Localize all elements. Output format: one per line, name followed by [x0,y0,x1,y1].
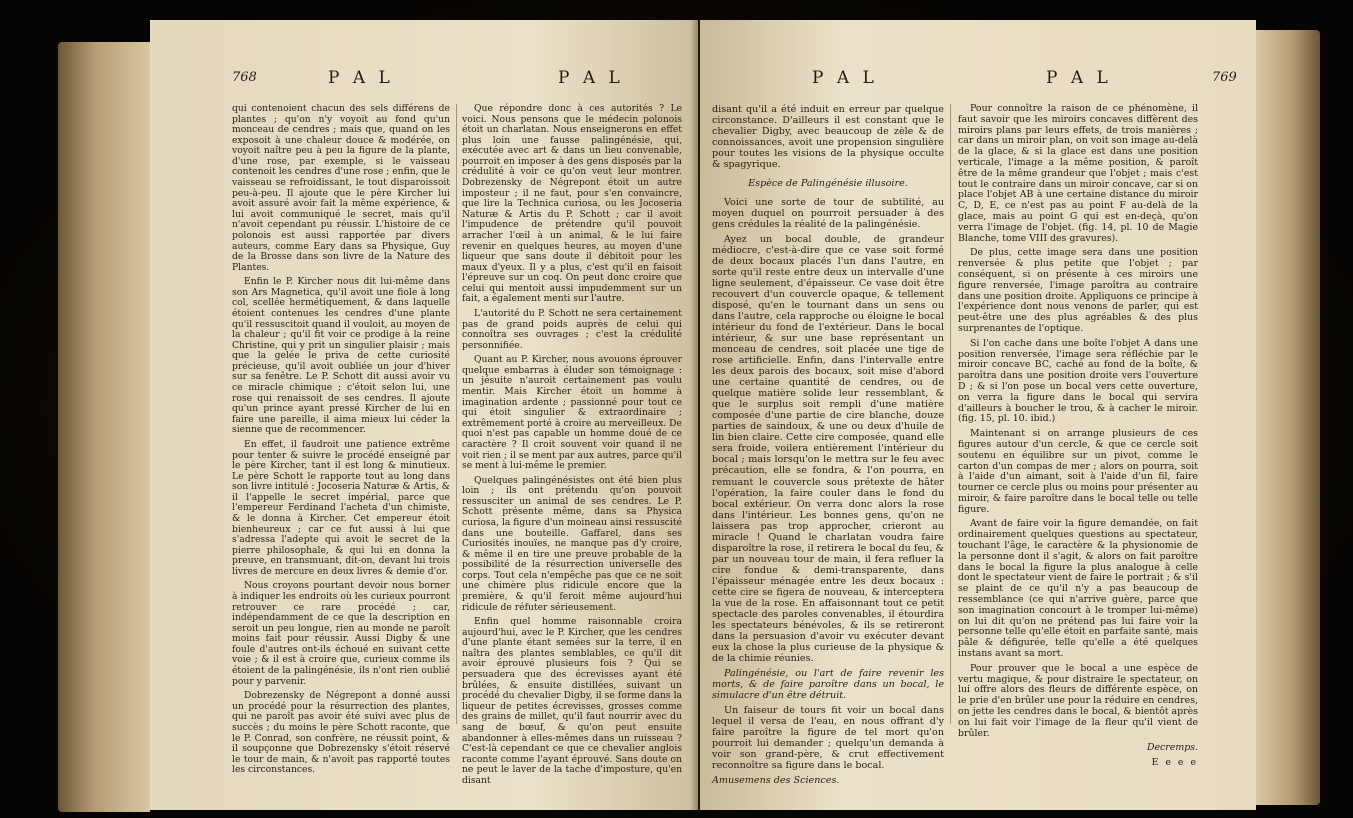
signature-mark: E e e e [1151,757,1198,769]
paragraph: Quant au P. Kircher, nous avouons éprouver quelque embarras à éluder son témoignage : un jésuite n'auroit certainement pas voulu mentir. Mais Kircher étoit un homme à imagination ardente ; passionné pour tout ce qui étoit singulier & extraordinaire ; extrêmement porté à croire au merveilleux. De quoi n'est pas capable un homme doué de ce caractère ? Il croit souvent voir quand il ne voit rien ; il se ment par aux autres, parce qu'il se ment à lui-même le premier. [462,354,682,472]
left-column-2 [462,104,682,790]
paragraph: Avant de faire voir la figure demandée, on fait ordinairement quelques questions au spectateur, touchant l'âge, le caractère & la physionomie de la personne dont il s'agit, & alors on fait paroître dans le bocal la figure la plus analogue à celle dont le spectateur vient de faire le portrait ; & s'il se plaint de ce qu'il n'y a pas beaucoup de ressemblance (ce qui n'arrive guère, parce que son imagination concourt à le tromper lui-même) on lui dit qu'on ne prétend pas lui faire voir la personne telle qu'elle étoit en parfaite santé, mais pâle & défigurée, telle qu'elle a été quelques instans avant sa mort. [958,518,1198,660]
paragraph: Quelques palingénésistes ont été bien plus loin ; ils ont prétendu qu'on pouvoit ressusciter un animal de ses cendres. Le P. Schott présente même, dans sa Physica curiosa, la figure d'un moineau ainsi ressuscité dans une bouteille. Gaffarel, dans ses Curiosités inouïes, ne manque pas d'y croire, & même il en tire une preuve probable de la possibilité de la résurrection universelle des corps. Tout cela n'empêche pas que ce ne soit une chimère plus ridicule encore que la première, & qu'il feroit même aujourd'hui ridicule de réfuter sérieusement. [462,474,682,613]
paragraph: Nous croyons pourtant devoir nous borner à indiquer les endroits où les curieux pourront retrouver ce rare procédé ; car, indépendamment de ce que la description en seroit un peu longue, rien au monde ne paroît moins fait pour réussir. Aussi Digby & une foule d'autres ont-ils échoué en suivant cette voie ; & il est à croire que, curieux comme ils étoient de la palingénésie, ils n'ont rien oublié pour y parvenir. [232,580,450,687]
right-page-edges [1248,30,1320,805]
paragraph: Dobrezensky de Négrepont a donné aussi un procédé pour la résurrection des plantes, qui ne paroît pas avoir été suivi avec plus de succès ; du moins le père Schott raconte, que le P. Conrad, son confrère, ne réussit point, & il soupçonne que Dobrezensky s'étoit réservé le tour de main, & n'avoit pas rapporté toutes les circonstances. [232,690,450,776]
running-head-left-col1: P A L [328,68,394,88]
paragraph: Maintenant si on arrange plusieurs de ces figures autour d'un cercle, & que ce cercle soit soutenu en équilibre sur un pivot, comme le carton d'un compas de mer ; alors on pourra, soit à l'aide d'un aimant, soit à l'aide d'un fil, faire tourner ce cercle plus ou moins pour présenter au miroir, & faire paroître dans le bocal telle ou telle figure. [958,428,1198,515]
paragraph: Ayez un bocal double, de grandeur médiocre, c'est-à-dire que ce vase soit formé de deux bocaux placés l'un dans l'autre, en sorte qu'il reste entre deux un intervalle d'une ligne seulement, d'épaisseur. Ce vase doit être recouvert d'un couvercle opaque, & tellement disposé, qu'en le tournant dans un sens ou dans l'autre, cela rapproche ou éloigne le bocal intérieur du fond de l'extérieur. Dans le bocal intérieur, & sur une base représentant un monceau de cendres, soit placée une tige de rose artificielle. Enfin, dans l'intervalle entre les deux parois des bocaux, soit mise d'abord une certaine quantité de cendres, ou de quelque matière solide leur ressemblant, & que le surplus soit rempli d'une matière composée d'une partie de cire blanche, douze parties de saindoux, & une ou deux d'huile de lin bien claire. Cette cire composée, quand elle sera froide, voilera entièrement l'intérieur du bocal ; mais lorsqu'on le mettra sur le feu avec précaution, elle se fondra, & l'on pourra, en remuant le couvercle sous prétexte de hâter l'opération, la faire couler dans le fond du bocal extérieur. On verra donc alors la rose dans l'intérieur. Les bonnes gens, qu'on ne laissera pas trop approcher, crieront au miracle ! Quand le charlatan voudra faire disparoître la rose, il retirera le bocal du feu, & par un nouveau tour de main, il fera refluer la cire fondue & demi-transparente, dans l'épaisseur ménagée entre les deux bocaux : cette cire se figera de nouveau, & interceptera la vue de la rose. En affaisonnant tout ce petit spectacle des paroles convenables, il étourdira les spectateurs bénévoles, & ils se retireront dans la persuasion d'avoir vu exécuter devant eux la chose la plus curieuse de la physique & de la chimie réunies. [712,234,944,664]
running-head-right-col2: P A L [1046,68,1112,88]
running-head-left-col2: P A L [558,68,624,88]
page-number-right: 769 [1212,70,1237,85]
paragraph: Enfin le P. Kircher nous dit lui-même dans son Ars Magnetica, qu'il avoit une fiole à long col, scellée hermétiquement, & dans laquelle étoient contenues les cendres d'une plante qu'il ressuscitoit quand il vouloit, au moyen de la chaleur ; qu'il fit voir ce prodige à la reine Christine, qui y prit un singulier plaisir ; mais que la gelée le priva de cette curiosité précieuse, qu'il avoit oubliée un jour d'hiver sur sa fenêtre. Le P. Schott dit aussi avoir vu ce miracle chimique ; c'étoit selon lui, une rose qui renaissoit de ses cendres. Il ajoute qu'un prince ayant pressé Kircher de lui en faire une pareille, il aima mieux lui céder la sienne que de recommencer. [232,276,450,436]
section-heading: Espèce de Palingénésie illusoire. [748,178,908,190]
source-citation: Amusemens des Sciences. [712,774,840,786]
page-number-left: 768 [232,70,257,85]
left-page [150,20,698,810]
paragraph: Un faiseur de tours fit voir un bocal dans lequel il versa de l'eau, en nous offrant d'y faire paroître la figure de tel mort qu'on pourroit lui demander ; quelqu'un demanda à voir son grand-père, & crut effectivement reconnoître sa figure dans le bocal. [712,704,944,771]
paragraph: disant qu'il a été induit en erreur par quelque circonstance. D'ailleurs il est constant que le chevalier Digby, avec beaucoup de zèle & de connoissances, avoit une propension singulière pour toutes les visions de la physique occulte & spagyrique. [712,104,944,171]
column-divider [456,104,457,724]
column-divider [950,104,951,724]
paragraph: qui contenoient chacun des sels différens de plantes ; qu'on n'y voyoit au fond qu'un monceau de cendres ; mais que, quand on les exposoit à une chaleur douce & modérée, on voyoit naître peu à peu la figure de la plante, d'une rose, par exemple, si le vaisseau contenoit les cendres d'une rose ; enfin, que le vaisseau se refroidissant, le tout disparoissoit peu-à-peu. Il ajoute que le père Kircher lui avoit assuré avoir fait la même expérience, & lui avoit communiqué le secret, mais qu'il n'avoit cependant pu réussir. L'histoire de ce polonois est aussi rapportée par divers auteurs, comme Eary dans sa Physique, Guy de la Brosse dans son livre de la Nature des Plantes. [232,103,450,273]
running-head-right-col1: P A L [812,68,878,88]
paragraph: Pour connoître la raison de ce phénomène, il faut savoir que les miroirs concaves diffèrent des miroirs plans par leurs effets, de trois manières ; car dans un miroir plan, on voit son image au-delà de la glace, & si la glace est dans une position verticale, l'image a la même position, & paroît être de la même grandeur que l'objet ; mais c'est tout le contraire dans un miroir concave, car si on place l'objet AB à une certaine distance du miroir C, D, E, ce n'est pas au point F au-delà de la glace, mais au point G qui est en-deçà, qu'on verra l'image de l'objet. (fig. 14, pl. 10 de Magie Blanche, tome VIII des gravures). [958,103,1198,244]
paragraph: L'autorité du P. Schott ne sera certainement pas de grand poids auprès de celui qui connoîtra ses ouvrages ; c'est la crédulité personnifiée. [462,307,682,351]
author-signature: Decremps. [1146,742,1198,754]
paragraph: Pour prouver que le bocal a une espèce de vertu magique, & pour distraire le spectateur, on lui offre alors des fleurs de différente espèce, on le prie d'en brûler une pour la réduire en cendres, on jette les cendres dans le bocal, & bientôt après on lui fait voir l'image de la fleur qu'il vient de brûler. [958,662,1198,739]
paragraph: Voici une sorte de tour de subtilité, au moyen duquel on pourroit persuader à des gens crédules la réalité de la palingénésie. [712,197,944,231]
paragraph: De plus, cette image sera dans une position renversée & plus petite que l'objet ; par conséquent, si on présente à ces miroirs une figure renversée, l'image paroîtra au contraire dans une position droite. Appliquons ce principe à l'expérience dont nous venons de parler, qui est peut-être une des plus agréables & des plus surprenantes de l'optique. [958,247,1198,334]
left-page-edges [58,42,150,812]
right-column-2 [958,104,1198,773]
paragraph: Enfin quel homme raisonnable croira aujourd'hui, avec le P. Kircher, que les cendres d'une plante étant semées sur la terre, il en naîtra des plantes semblables, ce qu'il dit avoir éprouvé plusieurs fois ? Qui se persuadera que des écrevisses ayant été brûlées, & ensuite distillées, suivant un procédé du chevalier Digby, il se forme dans la liqueur de petites écrevisses, grosses comme des grains de millet, qu'il faut nourrir avec du sang de bœuf, & qu'on peut ensuite abandonner à elles-mêmes dans un ruisseau ? C'est-là cependant ce que ce chevalier anglois raconte comme l'ayant éprouvé. Sans doute on ne peut le laver de la tache d'imposture, qu'en disant [462,616,682,786]
right-page [700,20,1256,810]
right-column-1 [712,104,944,790]
left-column-1 [232,104,450,780]
paragraph: Que répondre donc à ces autorités ? Le voici. Nous pensons que le médecin polonois étoit un charlatan. Nous enseignerons en effet plus loin une fausse palingénésie, qui, exécutée avec art & dans un lieu convenable, pourroit en imposer à des gens disposés par la crédulité à voir ce qu'on veut leur montrer. Dobrezensky de Négrepont étoit un autre imposteur ; il ne faut, pour s'en convaincre, que lire la Technica curiosa, ou les Jocoseria Naturæ & Artis du P. Schott ; car il avoit l'impudence de prétendre qu'il pouvoit arracher l'œil à un animal, & le lui faire revenir en quelques heures, au moyen d'une liqueur que sans doute il débitoit pour les maux d'yeux. Il y a plus, c'est qu'il en faisoit l'épreuve sur un coq. On peut donc croire que celui qui mentoit aussi impudemment sur un fait, a également menti sur l'autre. [462,103,682,305]
reference-title: Palingénésie, ou l'art de faire revenir les morts, & de faire paroître dans un bocal, le simulacre d'un être détruit. [712,667,944,701]
paragraph: En effet, il faudroit une patience extrême pour tenter & suivre le procédé enseigné par le père Kircher, tant il est long & minutieux. Le père Schott le rapporte tout au long dans son livre intitulé : Jocoseria Naturæ & Artis, & il l'appelle le secret impérial, parce que l'empereur Ferdinand l'acheta d'un chimiste, & le donna à Kircher. Cet empereur étoit bienheureux ; car ce fut aussi à lui que s'adressa l'adepte qui avoit le secret de la pierre philosophale, & qui lui en donna la preuve, en transmuant, dit-on, devant lui trois livres de mercure en deux livres & demie d'or. [232,438,450,577]
paragraph: Si l'on cache dans une boîte l'objet A dans une position renversée, l'image sera réfléchie par le miroir concave BC, caché au fond de la boîte, & paroîtra dans une position droite vers l'ouverture D ; & si l'on pose un bocal vers cette ouverture, on verra la figure dans le bocal qui servira d'ailleurs à boucher le trou, & à cacher le miroir. (fig. 15, pl. 10. ibid.) [958,337,1198,425]
